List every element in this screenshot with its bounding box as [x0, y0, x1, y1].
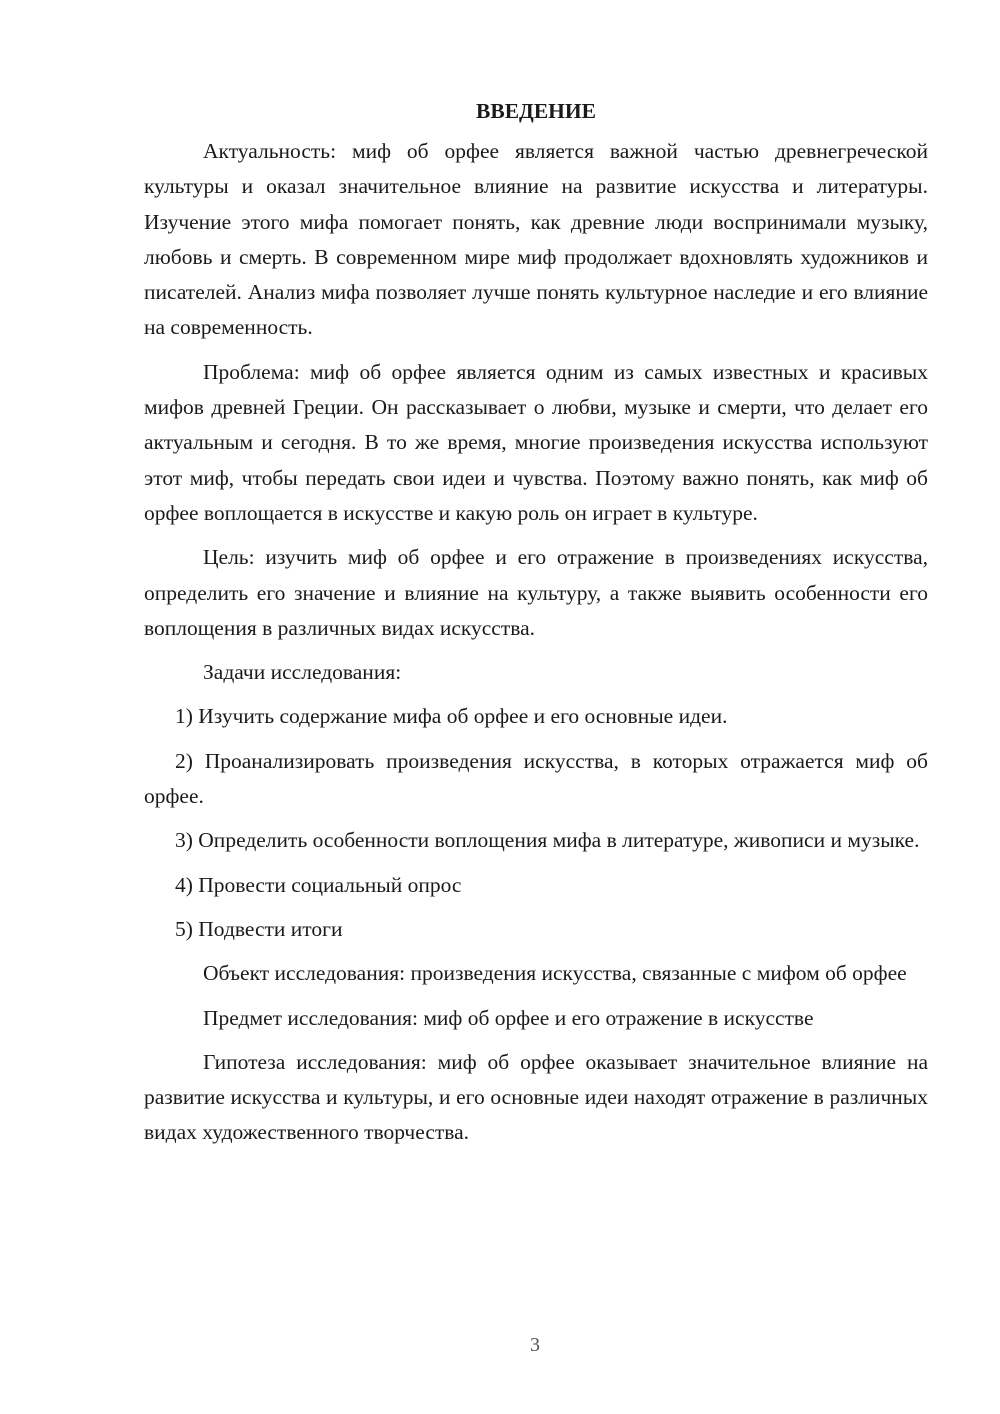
tasks-heading: Задачи исследования:: [203, 660, 402, 685]
task-item-3: 3) Определить особенности воплощения мифа в литературе, живописи и музыке.: [175, 828, 920, 853]
task-item-1: 1) Изучить содержание мифа об орфее и его основные идеи.: [175, 704, 728, 729]
task-item-4: 4) Провести социальный опрос: [175, 872, 462, 897]
page-content: [144, 96, 928, 1160]
paragraph-goal: Цель: изучить миф об орфее и его отражение в произведениях искусства, определить его значение и влияние на культуру, а также выявить особенности его воплощения в различных видах искусства.: [144, 545, 928, 640]
paragraph-subject: Предмет исследования: миф об орфее и его отражение в искусстве: [203, 1005, 814, 1030]
paragraph-object: Объект исследования: произведения искусства, связанные с мифом об орфее: [203, 961, 907, 986]
paragraph-hypothesis: Гипотеза исследования: миф об орфее оказывает значительное влияние на развитие искусства и культуры, и его основные идеи находят отражение в различных видах художественного творчества.: [144, 1049, 928, 1145]
page-heading: ВВЕДЕНИЕ: [476, 99, 596, 123]
page-number: 3: [530, 1334, 540, 1356]
paragraph-relevance: Актуальность: миф об орфее является важной частью древнегреческой культуры и оказал значительное влияние на развитие искусства и литературы. Изучение этого мифа помогает понять, как древние люди воспринимали музыку, любовь и смерть. В современном мире миф продолжает вдохновлять художников и писателей. Анализ мифа позволяет лучше понять культурное наследие и его влияние на современность.: [144, 139, 928, 340]
paragraph-problem: Проблема: миф об орфее является одним из самых известных и красивых мифов древней Греции. Он рассказывает о любви, музыке и смерти, что делает его актуальным и сегодня. В то же время, многие произведения искусства используют этот миф, чтобы передать свои идеи и чувства. Поэтому важно понять, как миф об орфее воплощается в искусстве и какую роль он играет в культуре.: [144, 359, 928, 525]
task-item-2: 2) Проанализировать произведения искусства, в которых отражается миф об орфее.: [144, 748, 928, 809]
task-item-5: 5) Подвести итоги: [175, 916, 343, 941]
